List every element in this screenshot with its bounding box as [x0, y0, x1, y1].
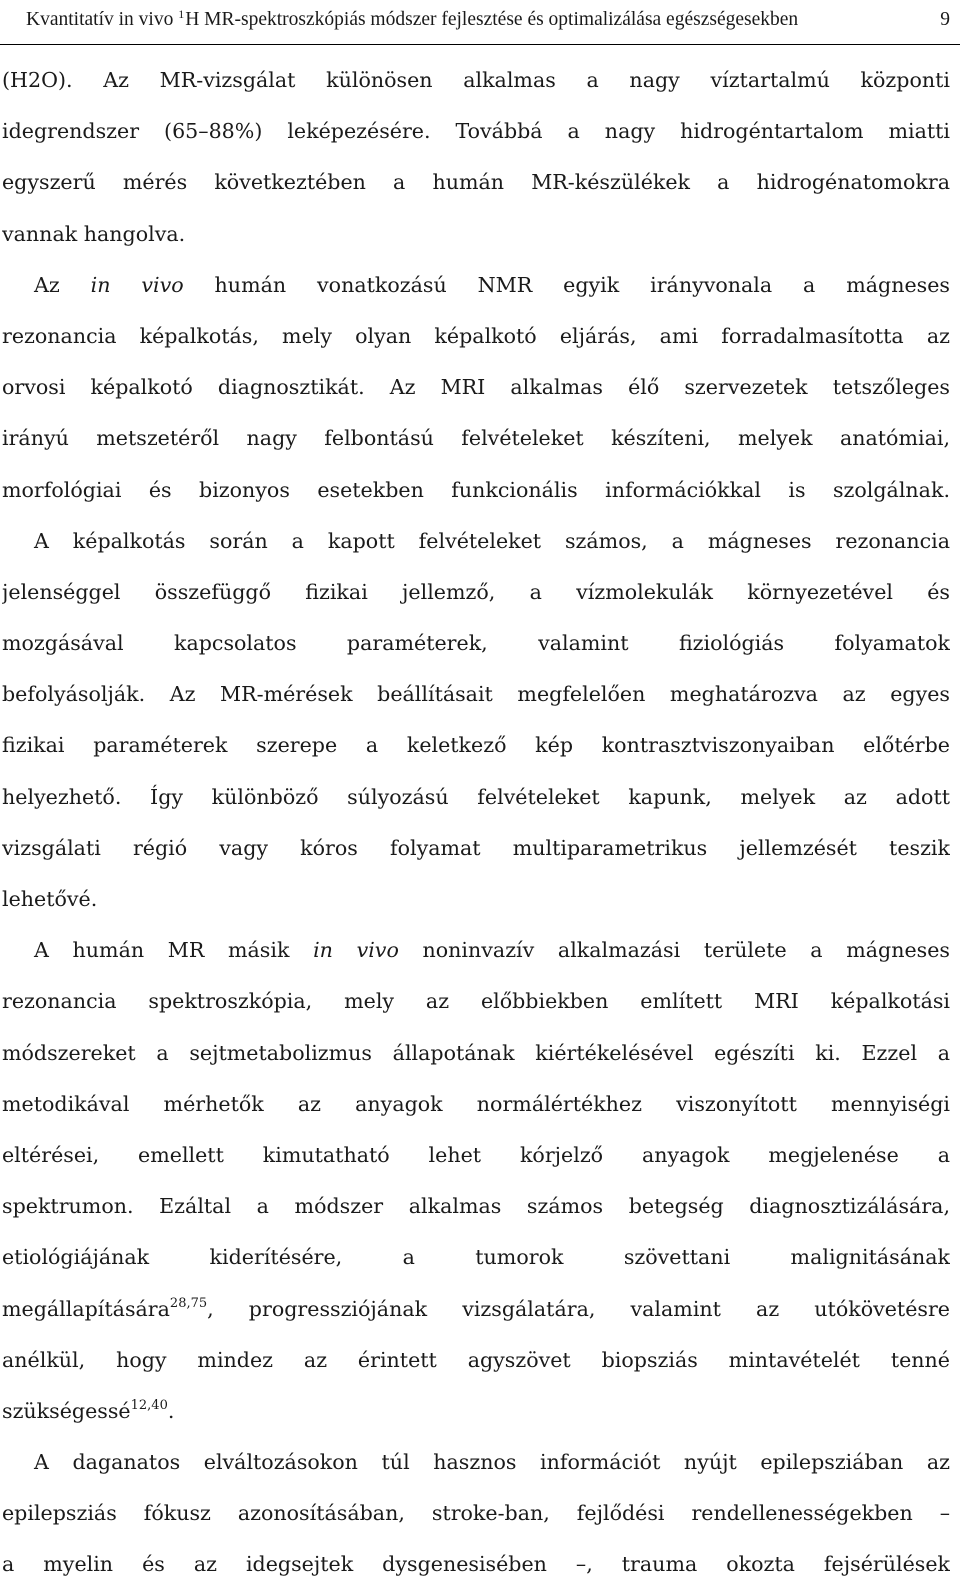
text-run: humán vonatkozású NMR egyik irányvonala a mágneses — [183, 272, 950, 297]
text-line — [2, 925, 950, 976]
text-run: Az — [34, 272, 91, 297]
header-title — [26, 0, 798, 41]
page-number: 9 — [940, 9, 950, 30]
text-run: noninvazív alkalmazási területe a mágneses — [398, 938, 950, 963]
text-line: lehetővé. — [2, 887, 98, 911]
body-text — [2, 55, 950, 1591]
citation-ref: 12,40 — [130, 1398, 168, 1414]
text-line — [2, 260, 950, 311]
italic-term: in vivo — [90, 272, 184, 297]
header-title-part: Kvantitatív in vivo — [26, 9, 179, 30]
header-rule — [0, 44, 960, 45]
text-line: orvosi képalkotó diagnosztikát. Az MRI alkalmas élő szervezetek tetszőleges — [2, 375, 950, 400]
text-line: fizikai paraméterek szerepe a keletkező kép kontrasztviszonyaiban előtérbe — [2, 733, 950, 758]
text-line: (H2O). Az MR-vizsgálat különösen alkalmas a nagy víztartalmú központi — [2, 68, 950, 92]
text-line: rezonancia képalkotás, mely olyan képalkotó eljárás, ami forradalmasította az — [2, 323, 950, 348]
text-line: metodikával mérhetők az anyagok normálértékhez viszonyított mennyiségi — [2, 1091, 950, 1116]
text-run: szükségessé — [2, 1398, 131, 1423]
text-line: epilepsziás fókusz azonosításában, stroke-ban, fejlődési rendellenességekben – — [2, 1501, 950, 1526]
text-line: mozgásával kapcsolatos paraméterek, valamint fiziológiás folyamatok — [2, 631, 950, 656]
running-header — [0, 0, 960, 40]
text-line: helyezhető. Így különböző súlyozású felvételeket kapunk, melyek az adott — [2, 784, 950, 809]
text-run: megállapítására — [2, 1296, 170, 1321]
text-line — [2, 1284, 950, 1335]
text-line: A daganatos elváltozásokon túl hasznos információt nyújt epilepsziában az — [34, 1450, 950, 1475]
text-line: rezonancia spektroszkópia, mely az előbbiekben említett MRI képalkotási — [2, 989, 950, 1014]
text-line: anélkül, hogy mindez az érintett agyszövet biopsziás mintavételét tenné — [2, 1347, 950, 1372]
text-line — [2, 1386, 950, 1437]
text-line: vizsgálati régió vagy kóros folyamat multiparametrikus jellemzését teszik — [2, 835, 950, 860]
text-line: vannak hangolva. — [2, 221, 186, 246]
text-line: módszereket a sejtmetabolizmus állapotának kiértékelésével egészíti ki. Ezzel a — [2, 1040, 950, 1065]
text-run: . — [167, 1398, 175, 1423]
text-line: morfológiai és bizonyos esetekben funkcionális információkkal is szolgálnak. — [2, 477, 950, 502]
text-run: , progressziójának vizsgálatára, valamint az utókövetésre — [207, 1296, 950, 1321]
text-line: a myelin és az idegsejtek dysgenesisében –, trauma okozta fejsérülések — [2, 1552, 950, 1577]
header-title-part: H MR-spektroszkópiás módszer fejlesztése és optimalizálása egészségesekben — [185, 9, 799, 30]
text-line: egyszerű mérés következtében a humán MR-készülékek a hidrogénatomokra — [2, 170, 950, 195]
text-run: A humán MR másik — [34, 938, 314, 963]
text-line: eltérései, emellett kimutatható lehet kórjelző anyagok megjelenése a — [2, 1142, 950, 1167]
text-line: idegrendszer (65–88%) leképezésére. Továbbá a nagy hidrogéntartalom miatti — [2, 119, 950, 144]
header-superscript: 1 — [178, 7, 185, 21]
italic-term: in vivo — [313, 938, 399, 963]
text-line: A képalkotás során a kapott felvételeket számos, a mágneses rezonancia — [34, 528, 950, 553]
text-line: befolyásolják. Az MR-mérések beállításait megfelelően meghatározva az egyes — [2, 682, 950, 707]
text-line: etiológiájának kiderítésére, a tumorok szövettani malignitásának — [2, 1245, 950, 1270]
text-line: jelenséggel összefüggő fizikai jellemző, a vízmolekulák környezetével és — [2, 579, 950, 604]
text-line: irányú metszetéről nagy felbontású felvételeket készíteni, melyek anatómiai, — [2, 426, 950, 451]
text-line: spektrumon. Ezáltal a módszer alkalmas számos betegség diagnosztizálására, — [2, 1194, 950, 1219]
citation-ref: 28,75 — [169, 1295, 208, 1311]
